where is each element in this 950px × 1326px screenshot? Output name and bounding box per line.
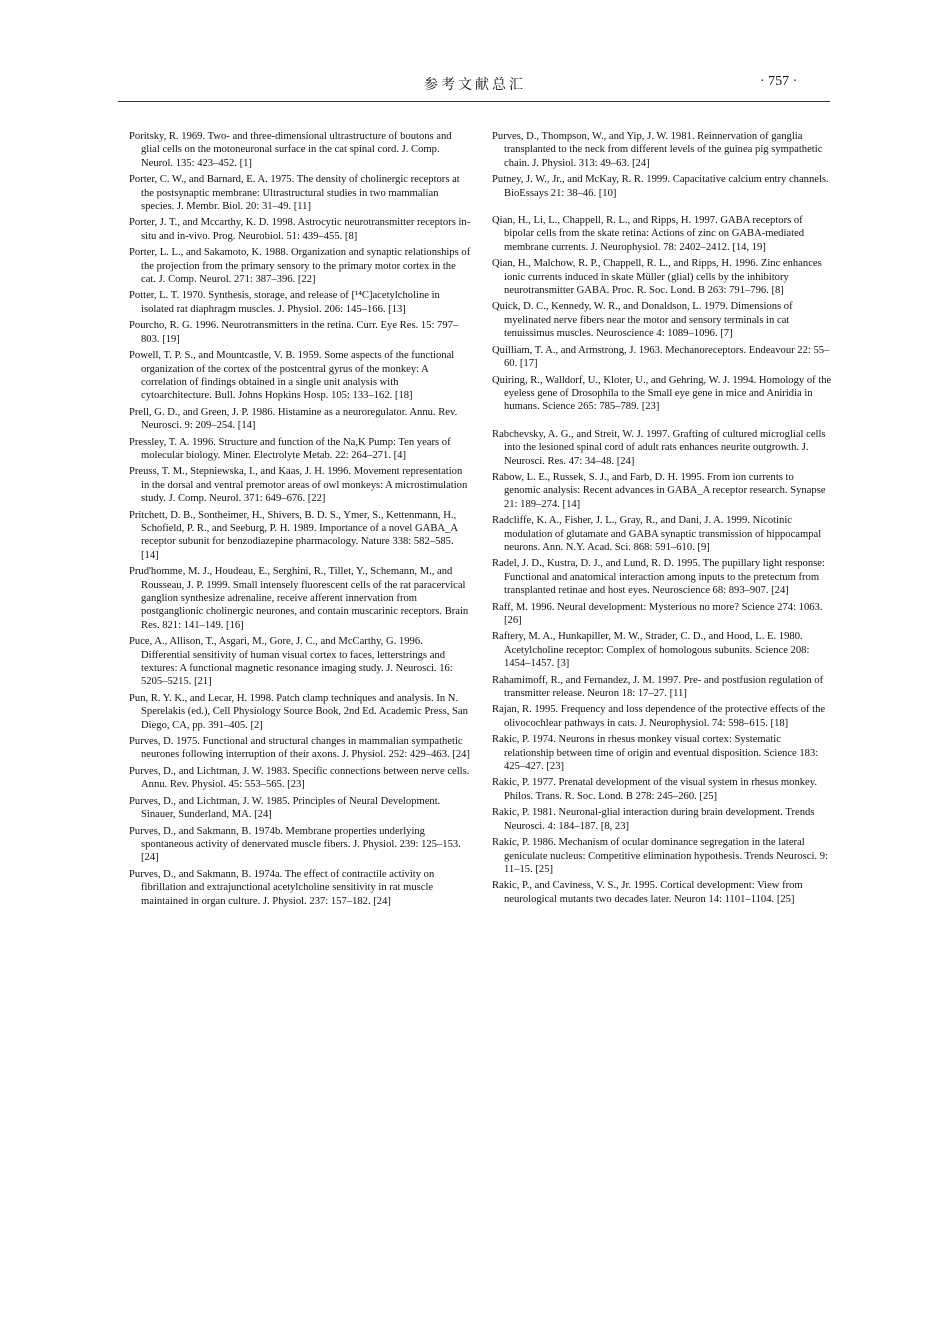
page-number: · 757 · — [760, 74, 798, 89]
reference-entry: Rakic, P. 1986. Mechanism of ocular dominance segregation in the lateral geniculate nucleus: Competitive elimination hypothesis. Trends Neurosci. 9: 11–15. [25] — [492, 837, 828, 875]
reference-entry: Prell, G. D., and Green, J. P. 1986. Histamine as a neuroregulator. Annu. Rev. Neurosci. 9: 209–254. [14] — [129, 406, 458, 432]
left-reference-column — [129, 130, 471, 911]
reference-entry: Rajan, R. 1995. Frequency and loss dependence of the protective effects of the olivocochlear pathways in cats. J. Neurophysiol. 74: 598–615. [18] — [492, 704, 826, 729]
reference-entry: Pun, R. Y. K., and Lecar, H. 1998. Patch clamp techniques and analysis. In N. Sperelakis (ed.), Cell Physiology Source Book, 2nd Ed. Academic Press, San Diego, CA, pp. 391–405. [2] — [129, 692, 468, 731]
reference-entry: Prud'homme, M. J., Houdeau, E., Serghini, R., Tillet, Y., Schemann, M., and Rousseau, J. P. 1999. Small intensely fluorescent cells of the rat paracervical ganglion synthesize adrenaline, receive afferent innervation from postganglionic cholinergic neurones, and contain muscarinic receptors. Brain Res. 821: 141–149. [16] — [129, 566, 469, 631]
reference-entry: Rakic, P. 1977. Prenatal development of the visual system in rhesus monkey. Philos. Trans. R. Soc. Lond. B 278: 245–260. [25] — [492, 777, 818, 802]
reference-entry: Porter, C. W., and Barnard, E. A. 1975. The density of cholinergic receptors at the postsynaptic membrane: Ultrastructural studies in two mammalian species. J. Membr. Biol. 20: 31–49. [11] — [129, 174, 460, 213]
reference-entry: Powell, T. P. S., and Mountcastle, V. B. 1959. Some aspects of the functional organization of the cortex of the postcentral gyrus of the monkey: A correlation of findings obtained in a single unit analysis with cytoarchitecture. Bull. Johns Hopkins Hosp. 105: 133–162. [18] — [129, 350, 455, 402]
reference-entry: Raff, M. 1996. Neural development: Mysterious no more? Science 274: 1063. [26] — [492, 601, 823, 626]
header-rule — [118, 101, 830, 102]
reference-entry: Puce, A., Allison, T., Asgari, M., Gore, J. C., and McCarthy, G. 1996. Differential sensitivity of human visual cortex to faces, letterstrings and textures: A functional magnetic resonance imaging study. J. Neurosci. 16: 5205–5215. [21] — [129, 636, 453, 688]
reference-entry: Purves, D. 1975. Functional and structural changes in mammalian sympathetic neurones following interruption of their axons. J. Physiol. 252: 429–463. [24] — [129, 736, 470, 761]
reference-entry: Porter, J. T., and Mccarthy, K. D. 1998. Astrocytic neurotransmitter receptors in-situ and in-vivo. Prog. Neurobiol. 51: 439–455. [8] — [129, 217, 471, 242]
reference-entry: Rabchevsky, A. G., and Streit, W. J. 1997. Grafting of cultured microglial cells into the lesioned spinal cord of adult rats enhances neurite outgrowth. J. Neurosci. Res. 47: 34–48. [24] — [492, 428, 826, 467]
reference-entry: Qian, H., Malchow, R. P., Chappell, R. L., and Ripps, H. 1996. Zinc enhances ionic currents induced in skate Müller (glial) cells by the inhibitory neurotransmitter GABA. Proc. R. Soc. Lond. B 263: 791–796. [8] — [492, 258, 822, 297]
reference-entry: Rakic, P. 1974. Neurons in rhesus monkey visual cortex: Systematic relationship between time of origin and eventual disposition. Science 183: 425–427. [23] — [492, 734, 819, 773]
reference-entry: Quick, D. C., Kennedy, W. R., and Donaldson, L. 1979. Dimensions of myelinated nerve fibers near the motor and sensory terminals in cat tenuissimus muscles. Neuroscience 4: 1089–1096. [7] — [492, 301, 793, 340]
reference-entry: Rakic, P., and Caviness, V. S., Jr. 1995. Cortical development: View from neurological mutants two decades later. Neuron 14: 1101–1104. [25] — [492, 880, 803, 905]
page-header-title: 参考文献总汇 — [424, 77, 526, 93]
reference-entry: Purves, D., and Sakmann, B. 1974b. Membrane properties underlying spontaneous activity of denervated muscle fibers. J. Physiol. 239: 125–153. [24] — [129, 825, 461, 864]
reference-entry: Purves, D., and Sakmann, B. 1974a. The effect of contractile activity on fibrillation and extrajunctional acetylcholine sensitivity in rat muscle maintained in organ culture. J. Physiol. 237: 157–182. [24] — [129, 868, 435, 907]
reference-entry: Porter, L. L., and Sakamoto, K. 1988. Organization and synaptic relationships of the projection from the primary sensory to the primary motor cortex in the cat. J. Comp. Neurol. 271: 387–396. [22] — [129, 247, 471, 286]
reference-entry: Poritsky, R. 1969. Two- and three-dimensional ultrastructure of boutons and glial cells on the motoneuronal surface in the cat spinal cord. J. Comp. Neurol. 135: 423–452. [1] — [129, 131, 452, 169]
reference-entry: Rabow, L. E., Russek, S. J., and Farb, D. H. 1995. From ion currents to genomic analysis: Recent advances in GABA_A receptor research. Synapse 21: 189–274. [14] — [492, 471, 826, 510]
reference-entry: Purves, D., Thompson, W., and Yip, J. W. 1981. Reinnervation of ganglia transplanted to the neck from different levels of the guinea pig sympathetic chain. J. Physiol. 313: 49–63. [24] — [492, 131, 823, 169]
reference-entry: Purves, D., and Lichtman, J. W. 1983. Specific connections between nerve cells. Annu. Rev. Physiol. 45: 553–565. [23] — [129, 765, 470, 791]
reference-entry: Pritchett, D. B., Sontheimer, H., Shivers, B. D. S., Ymer, S., Kettenmann, H., Schofield, P. R., and Seeburg, P. H. 1989. Importance of a novel GABA_A receptor subunit for benzodiazepine pharmacology. Nature 338: 582–585. [14] — [129, 509, 458, 561]
reference-entry: Rakic, P. 1981. Neuronal-glial interaction during brain development. Trends Neurosci. 4: 184–187. [8, 23] — [492, 807, 815, 832]
reference-entry: Raftery, M. A., Hunkapiller, M. W., Strader, C. D., and Hood, L. E. 1980. Acetylcholine receptor: Complex of homologous subunits. Science 208: 1454–1457. [3] — [492, 631, 810, 670]
reference-entry: Preuss, T. M., Stepniewska, I., and Kaas, J. H. 1996. Movement representation in the dorsal and ventral premotor areas of owl monkeys: A microstimulation study. J. Comp. Neurol. 371: 649–676. [22] — [129, 466, 468, 505]
reference-entry: Qian, H., Li, L., Chappell, R. L., and Ripps, H. 1997. GABA receptors of bipolar cells from the skate retina: Actions of zinc on GABA-mediated membrane currents. J. Neurophysiol. 78: 2402–2412. [14, 19] — [492, 215, 805, 253]
reference-entry: Pressley, T. A. 1996. Structure and function of the Na,K Pump: Ten years of molecular biology. Miner. Electrolyte Metab. 22: 264–271. [4] — [129, 436, 451, 461]
reference-entry: Quiring, R., Walldorf, U., Kloter, U., and Gehring, W. J. 1994. Homology of the eyeless gene of Drosophila to the Small eye gene in mice and Aniridia in humans. Science 265: 785–789. [23] — [492, 374, 832, 413]
reference-entry: Radcliffe, K. A., Fisher, J. L., Gray, R., and Dani, J. A. 1999. Nicotinic modulation of glutamate and GABA synaptic transmission of hippocampal neurons. Ann. N.Y. Acad. Sci. 868: 591–610. [9] — [492, 515, 822, 553]
reference-entry: Quilliam, T. A., and Armstrong, J. 1963. Mechanoreceptors. Endeavour 22: 55–60. [17] — [492, 344, 830, 370]
reference-entry: Rahamimoff, R., and Fernandez, J. M. 1997. Pre- and postfusion regulation of transmitter release. Neuron 18: 17–27. [11] — [492, 674, 824, 700]
reference-entry: Potter, L. T. 1970. Synthesis, storage, and release of [¹⁴C]acetylcholine in isolated rat diaphragm muscles. J. Physiol. 206: 145–166. [13] — [129, 290, 440, 315]
reference-entry: Pourcho, R. G. 1996. Neurotransmitters in the retina. Curr. Eye Res. 15: 797–803. [19] — [129, 320, 459, 345]
reference-entry: Purves, D., and Lichtman, J. W. 1985. Principles of Neural Development. Sinauer, Sunderland, MA. [24] — [129, 795, 441, 821]
reference-entry: Radel, J. D., Kustra, D. J., and Lund, R. D. 1995. The pupillary light response: Functional and anatomical interaction among inputs to the pretectum from transplanted retinae and host eyes. Neuroscience 68: 893–907. [24] — [492, 558, 825, 597]
right-reference-column — [492, 130, 832, 909]
reference-entry: Putney, J. W., Jr., and McKay, R. R. 1999. Capacitative calcium entry channels. BioEssays 21: 38–46. [10] — [492, 174, 829, 199]
